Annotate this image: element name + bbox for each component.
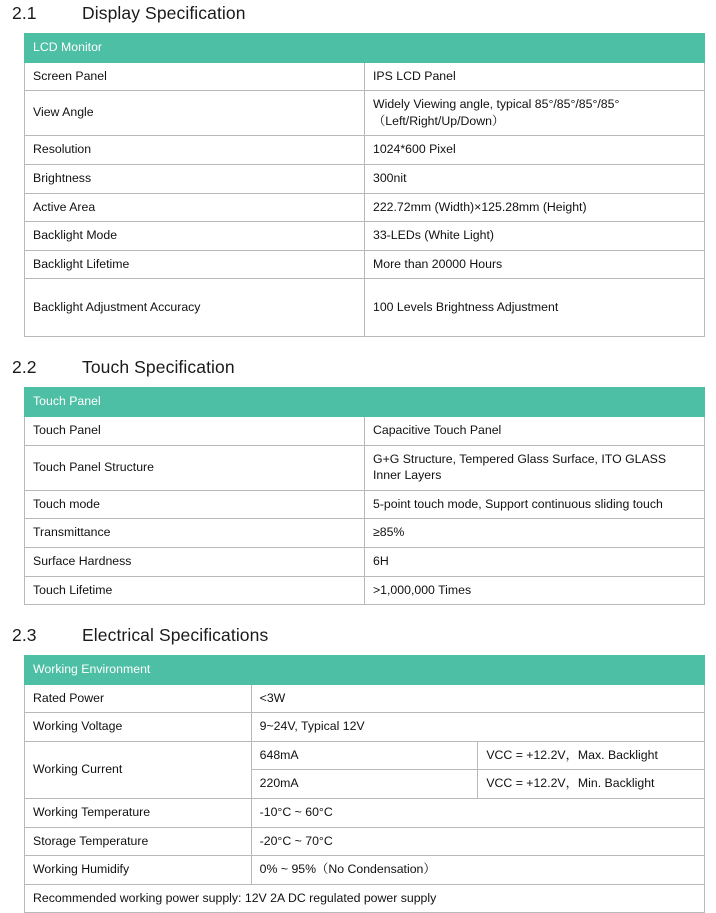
- table-row: [25, 416, 705, 445]
- section-heading-touch: [10, 357, 706, 378]
- row-label: Screen Panel: [25, 62, 365, 91]
- row-value-condition: VCC = +12.2V，Max. Backlight: [478, 741, 705, 770]
- row-value: -20°C ~ 70°C: [251, 827, 704, 856]
- table-row: [25, 91, 705, 136]
- table-row: [25, 164, 705, 193]
- row-value-condition: VCC = +12.2V，Min. Backlight: [478, 770, 705, 799]
- row-value: 9~24V, Typical 12V: [251, 713, 704, 742]
- row-value: >1,000,000 Times: [365, 576, 705, 605]
- table-row: [25, 279, 705, 337]
- table-row: [25, 547, 705, 576]
- table-row: [25, 827, 705, 856]
- table-row: [25, 222, 705, 251]
- table-header-label: LCD Monitor: [25, 34, 705, 63]
- row-label: Active Area: [25, 193, 365, 222]
- row-label: Rated Power: [25, 684, 252, 713]
- table-row: [25, 684, 705, 713]
- row-label: Touch mode: [25, 490, 365, 519]
- row-value: 6H: [365, 547, 705, 576]
- row-label: Touch Panel Structure: [25, 445, 365, 490]
- table-row: [25, 713, 705, 742]
- row-value: 300nit: [365, 164, 705, 193]
- row-label: Backlight Adjustment Accuracy: [25, 279, 365, 337]
- row-value: Widely Viewing angle, typical 85°/85°/85°/85°（Left/Right/Up/Down）: [365, 91, 705, 136]
- row-value-current: 220mA: [251, 770, 478, 799]
- row-label: Storage Temperature: [25, 827, 252, 856]
- row-value: G+G Structure, Tempered Glass Surface, ITO GLASS Inner Layers: [365, 445, 705, 490]
- table-note-row: [25, 884, 705, 913]
- row-label: Touch Panel: [25, 416, 365, 445]
- table-row: [25, 445, 705, 490]
- section-number: 2.3: [12, 625, 37, 646]
- row-label: Transmittance: [25, 519, 365, 548]
- section-number: 2.2: [12, 357, 37, 378]
- table-row: [25, 490, 705, 519]
- row-label: Backlight Lifetime: [25, 250, 365, 279]
- row-value: 33-LEDs (White Light): [365, 222, 705, 251]
- row-value: -10°C ~ 60°C: [251, 799, 704, 828]
- row-value: IPS LCD Panel: [365, 62, 705, 91]
- electrical-specification-table: [24, 655, 705, 913]
- row-label: Surface Hardness: [25, 547, 365, 576]
- section-title: Electrical Specifications: [82, 625, 269, 646]
- row-label: Resolution: [25, 136, 365, 165]
- power-supply-note: Recommended working power supply: 12V 2A DC regulated power supply: [25, 884, 705, 913]
- section-number: 2.1: [12, 3, 37, 23]
- table-row: [25, 741, 705, 770]
- row-label: Touch Lifetime: [25, 576, 365, 605]
- row-label: View Angle: [25, 91, 365, 136]
- touch-specification-table: [24, 387, 705, 605]
- row-label: Brightness: [25, 164, 365, 193]
- table-header-row: [25, 34, 705, 63]
- table-row: [25, 576, 705, 605]
- row-value: <3W: [251, 684, 704, 713]
- table-row: [25, 799, 705, 828]
- row-label: Working Humidify: [25, 856, 252, 885]
- row-value: 222.72mm (Width)×125.28mm (Height): [365, 193, 705, 222]
- row-label: Working Current: [25, 741, 252, 798]
- row-label: Working Temperature: [25, 799, 252, 828]
- table-header-label: Touch Panel: [25, 388, 705, 417]
- row-value-current: 648mA: [251, 741, 478, 770]
- section-heading-display: [10, 3, 706, 24]
- table-row: [25, 519, 705, 548]
- section-heading-electrical: [10, 625, 706, 646]
- row-label: Backlight Mode: [25, 222, 365, 251]
- row-value: More than 20000 Hours: [365, 250, 705, 279]
- section-title: Display Specification: [82, 3, 246, 23]
- table-row: [25, 856, 705, 885]
- table-row: [25, 193, 705, 222]
- row-value: ≥85%: [365, 519, 705, 548]
- row-value: 100 Levels Brightness Adjustment: [365, 279, 705, 337]
- table-header-row: [25, 656, 705, 685]
- table-row: [25, 250, 705, 279]
- table-header-row: [25, 388, 705, 417]
- row-value: 0% ~ 95%（No Condensation）: [251, 856, 704, 885]
- table-header-label: Working Environment: [25, 656, 705, 685]
- row-value: 1024*600 Pixel: [365, 136, 705, 165]
- section-title: Touch Specification: [82, 357, 235, 378]
- table-row: [25, 136, 705, 165]
- row-value: 5-point touch mode, Support continuous sliding touch: [365, 490, 705, 519]
- display-specification-table: [24, 33, 705, 337]
- row-value: Capacitive Touch Panel: [365, 416, 705, 445]
- row-label: Working Voltage: [25, 713, 252, 742]
- table-row: [25, 62, 705, 91]
